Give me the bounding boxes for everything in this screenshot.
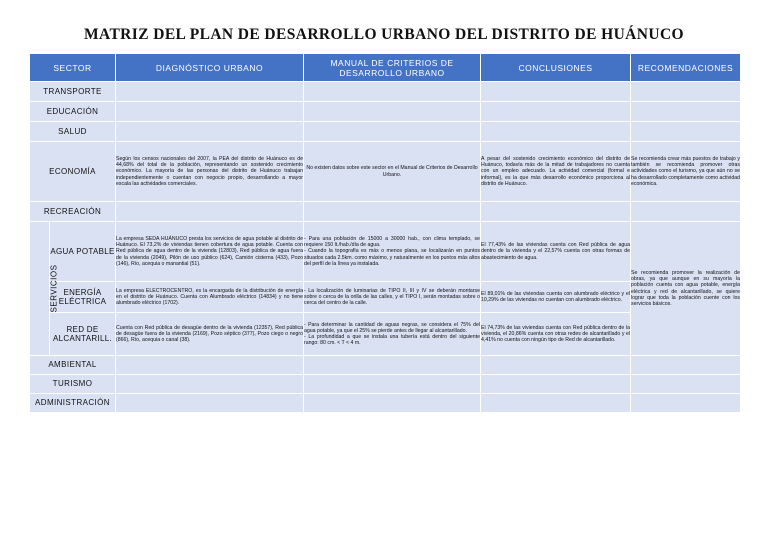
- cell-empty: [304, 202, 481, 222]
- row-label-economia: ECONOMÍA: [30, 142, 116, 202]
- row-label-servicios: [30, 222, 59, 356]
- cell-empty: [481, 122, 631, 142]
- cell-empty: [631, 375, 741, 394]
- row-label-agua: AGUA POTABLE: [50, 222, 116, 282]
- alcantarillado-manual-item: - La profundidad a que se instala una tubería está dentro del siguiente rango: 80 cm. < T < 4 m.: [304, 334, 480, 347]
- header-recomendaciones: RECOMENDACIONES: [631, 54, 741, 82]
- table-row-transporte: [30, 82, 741, 102]
- agua-diagnostico: La empresa SEDA HUÁNUCO presta los servicios de agua potable al distrito de Huánuco. El 73,2% de viviendas tienen cobertura de agua potable. Cuenta con Red pública de agua dentro de la vivienda (12803), Red pública de agua fuera de la vivienda (2049), Pilón de uso público (624), Camión cisterna (433), Pozo (146), Río, acequia o manantial (51).: [116, 222, 304, 282]
- economia-diagnostico: Según los censos nacionales del 2007, la PEA del distrito de Huánuco es de 44,68% del total de la población, representando un sostenido crecimiento económico. La mayoría de las personas del distrito de Huánuco trabajan independientemente o cuentan con negocio propio, desarrollando a mayor escala las actividades comerciales.: [116, 142, 304, 202]
- cell-empty: [481, 356, 631, 375]
- alcantarillado-manual: [304, 313, 481, 356]
- agua-manual-item: - Para una población de 15000 a 30000 hab., con clima templado, se requiere 150 lt./hab./día de agua.: [304, 236, 480, 249]
- header-sector: SECTOR: [30, 54, 116, 82]
- cell-empty: [116, 102, 304, 122]
- table-row-salud: [30, 122, 741, 142]
- alcantarillado-conclusiones: El 74,73% de las viviendas cuenta con Red pública dentro de la vivienda, el 20,86% cuenta con otras redes de alcantarillado y el 4,41% no cuenta con ningún tipo de Red de alcantarillado.: [481, 313, 631, 356]
- table-row-administracion: [30, 394, 741, 413]
- row-label-administracion: ADMINISTRACIÓN: [30, 394, 116, 413]
- table-row-turismo: [30, 375, 741, 394]
- row-label-turismo: TURISMO: [30, 375, 116, 394]
- cell-empty: [116, 394, 304, 413]
- cell-empty: [304, 102, 481, 122]
- header-diagnostico: DIAGNÓSTICO URBANO: [116, 54, 304, 82]
- row-label-ambiental: AMBIENTAL: [30, 356, 116, 375]
- economia-conclusiones: A pesar del sostenido crecimiento económico del distrito de Huánuco, todavía más de la mitad de trabajadores no cuenta con un empleo adecuado. La actividad comercial (formal e informal), es la que más desarrollo económico proporciona al distrito de Huánuco.: [481, 142, 631, 202]
- alcantarillado-diagnostico: Cuenta con Red pública de desagüe dentro de la vivienda (12357), Red pública de desagüe fuera de la vivienda (2169), Pozo séptico (377), Pozo ciego o negro (866), Río, acequia o canal (38).: [116, 313, 304, 356]
- header-conclusiones: CONCLUSIONES: [481, 54, 631, 82]
- row-label-recreacion: RECREACIÓN: [30, 202, 116, 222]
- cell-empty: [481, 375, 631, 394]
- table-row-agua: [30, 222, 741, 282]
- economia-recomendaciones: Se recomienda crear más puestos de trabajo y también se recomienda promover otras actividades como el turismo, ya que aún no se ha desarrollado completamente como actividad económica.: [631, 142, 741, 202]
- table-row-ambiental: [30, 356, 741, 375]
- cell-empty: [631, 82, 741, 102]
- cell-empty: [631, 356, 741, 375]
- energia-diagnostico: La empresa ELECTROCENTRO, es la encargada de la distribución de energía en el distrito de Huánuco. Cuenta con Alumbrado eléctrico (14834) y no tiene alumbrado eléctrico (1702).: [116, 282, 304, 313]
- table-row-recreacion: [30, 202, 741, 222]
- cell-empty: [481, 102, 631, 122]
- servicios-vertical-label: SERVICIOS: [49, 264, 59, 313]
- cell-empty: [116, 202, 304, 222]
- cell-empty: [631, 122, 741, 142]
- row-label-salud: SALUD: [30, 122, 116, 142]
- cell-empty: [116, 375, 304, 394]
- energia-conclusiones: El 89,01% de las viviendas cuenta con alumbrado eléctrico y el 10,29% de las viviendas no cuentan con alumbrado eléctrico.: [481, 282, 631, 313]
- header-row: [30, 54, 741, 82]
- development-matrix-table: [29, 53, 741, 413]
- cell-empty: [116, 356, 304, 375]
- servicios-recomendaciones: Se recomienda promover la realización de obras, ya que aunque en su mayoría la población cuenta con agua potable, energía eléctrica y red de alcantarillado, se quiere lograr que toda la población cuente con los servicios básicos.: [631, 222, 741, 356]
- cell-empty: [304, 394, 481, 413]
- row-label-educacion: EDUCACIÓN: [30, 102, 116, 122]
- cell-empty: [304, 375, 481, 394]
- cell-empty: [481, 82, 631, 102]
- economia-manual: No existen datos sobre este sector en el Manual de Criterios de Desarrollo Urbano.: [304, 142, 481, 202]
- agua-manual-item: - Cuando la topografía es más o menos plana, se localizarán en puntos situados cada 2.5km. como máximo, y naturalmente en los puntos más altos del perfil de la línea ya instalada.: [304, 248, 480, 267]
- cell-empty: [116, 82, 304, 102]
- table-row-educacion: [30, 102, 741, 122]
- cell-empty: [304, 356, 481, 375]
- cell-empty: [631, 202, 741, 222]
- row-label-energia: ENERGÍA ELÉCTRICA: [50, 282, 116, 313]
- row-label-transporte: TRANSPORTE: [30, 82, 116, 102]
- cell-empty: [116, 122, 304, 142]
- cell-empty: [481, 394, 631, 413]
- row-label-alcantarillado: RED DE ALCANTARILL.: [50, 313, 116, 356]
- cell-empty: [304, 122, 481, 142]
- cell-empty: [631, 394, 741, 413]
- energia-manual: - La localización de luminarias de TIPO II, III y IV se deberán montarse sobre o cerca de la orilla de las calles, y el TIPO I, serán montadas sobre o cerca del centro de la calle.: [304, 282, 481, 313]
- header-manual: MANUAL DE CRITERIOS DE DESARROLLO URBANO: [304, 54, 481, 82]
- table-row-economia: [30, 142, 741, 202]
- page-title: MATRIZ DEL PLAN DE DESARROLLO URBANO DEL DISTRITO DE HUÁNUCO: [83, 26, 685, 43]
- cell-empty: [631, 102, 741, 122]
- cell-empty: [481, 202, 631, 222]
- agua-manual: [304, 222, 481, 282]
- cell-empty: [304, 82, 481, 102]
- agua-conclusiones: El 77,43% de las viviendas cuenta con Red pública de agua dentro de la vivienda y el 22,57% cuenta con otras formas de abastecimiento de agua.: [481, 222, 631, 282]
- alcantarillado-manual-item: - Para determinar la cantidad de aguas negras, se considera el 75% del agua potable, ya que el 25% se pierde antes de llegar al alcantarillado.: [304, 321, 480, 334]
